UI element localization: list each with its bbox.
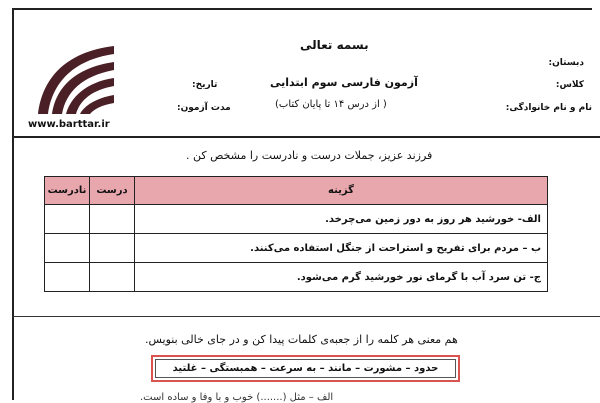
column-header-statement: گزینه [135,177,548,205]
statement-cell: ج- تن سرد آب با گرمای نور خورشید گرم می‌شود. [135,263,548,292]
table-row [45,234,548,263]
true-answer-cell[interactable] [90,205,135,234]
true-answer-cell[interactable] [90,234,135,263]
false-answer-cell[interactable] [45,263,90,292]
page-border-top [12,8,592,10]
table-header-row [45,177,548,205]
false-answer-cell[interactable] [45,234,90,263]
date-label: تاریخ: [192,80,218,90]
exam-title: آزمون فارسی سوم ابتدایی [270,76,418,89]
word-box-words: حدود – مشورت – مانند – به سرعت – همبستگی – غلتید [155,359,456,378]
page-border-left [12,8,14,400]
school-label: دبستان: [548,58,584,68]
page-title: بسمه تعالی [300,38,369,52]
question1-instruction: فرزند عزیز، جملات درست و نادرست را مشخص کن . [186,149,433,162]
class-label: کلاس: [555,80,584,90]
barttar-logo-icon [24,40,116,116]
question2-instruction: هم معنی هر کلمه را از جعبه‌ی کلمات پیدا کن و در جای خالی بنویس. [145,333,458,346]
statement-cell: الف- خورشید هر روز به دور زمین می‌چرخد. [135,205,548,234]
duration-label: مدت آزمون: [177,103,231,113]
statement-cell: ب – مردم برای تفریح و استراحت از جنگل استفاده می‌کنند. [135,234,548,263]
word-box [151,355,460,382]
column-header-false: نادرست [45,177,90,205]
section-divider [12,316,600,317]
header-divider [12,136,600,138]
question3-partial-text: الف – مثل (.......) خوب و با وفا و ساده است. [140,392,334,403]
false-answer-cell[interactable] [45,205,90,234]
true-answer-cell[interactable] [90,263,135,292]
student-name-label: نام و نام خانوادگی: [505,103,592,113]
exam-range: ( از درس ۱۴ تا پایان کتاب) [275,99,387,110]
logo-url: www.barttar.ir [28,119,110,130]
column-header-true: درست [90,177,135,205]
true-false-table [44,176,548,292]
table-row [45,205,548,234]
table-row [45,263,548,292]
